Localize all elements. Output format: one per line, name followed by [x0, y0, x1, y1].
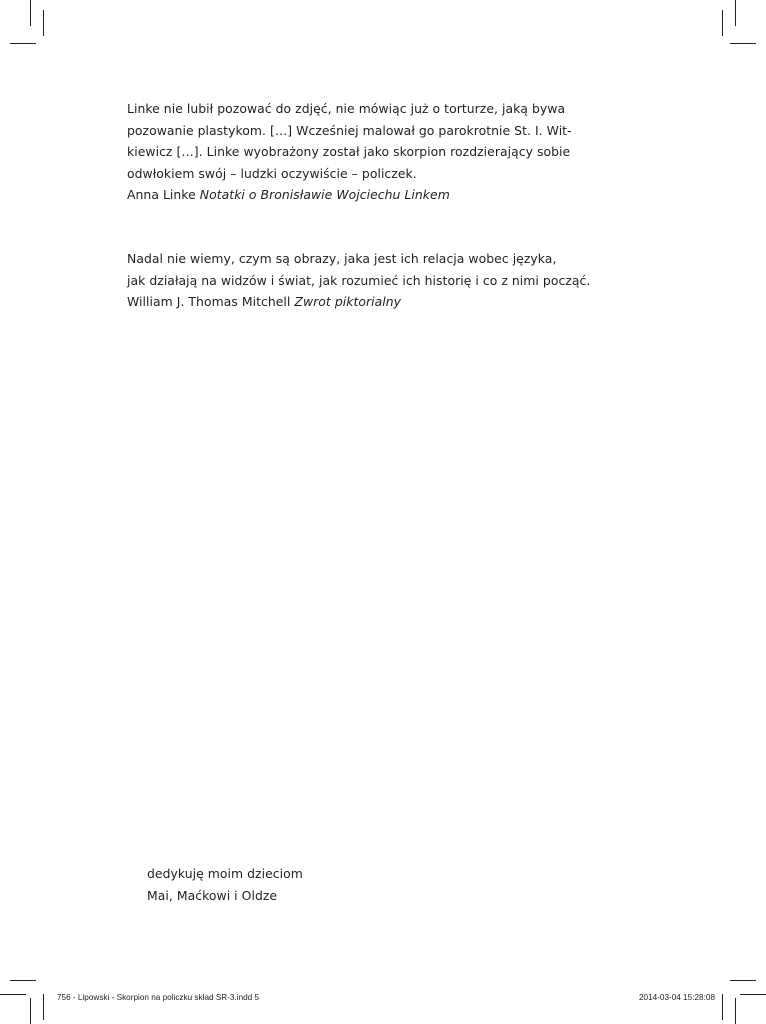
quote-line: odwłokiem swój – ludzki oczywiście – policzek. [127, 165, 417, 181]
dedication-line: dedykuję moim dzieciom [147, 866, 303, 881]
attribution-author: William J. Thomas Mitchell [127, 294, 291, 309]
crop-mark [43, 994, 44, 1020]
quote-line: jak działają na widzów i świat, jak rozumieć ich historię i co z nimi począć. [127, 272, 591, 288]
crop-mark [10, 43, 36, 44]
crop-mark [740, 994, 766, 995]
attribution [127, 184, 572, 206]
quote-line: pozowanie plastykom. […] Wcześniej malował go parokrotnie St. I. Wit- [127, 122, 572, 138]
quote-line: Linke nie lubił pozować do zdjęć, nie mówiąc już o torturze, jaką bywa [127, 101, 566, 116]
epigraph-linke [127, 98, 572, 206]
crop-mark [30, 998, 31, 1024]
dedication [147, 863, 303, 906]
attribution-work: Zwrot piktorialny [294, 294, 402, 309]
crop-mark [735, 0, 736, 26]
crop-mark [735, 998, 736, 1024]
crop-mark [30, 0, 31, 26]
attribution-work: Notatki o Bronisławie Wojciechu Linkem [199, 187, 450, 202]
crop-mark [730, 980, 756, 981]
crop-mark [722, 10, 723, 36]
attribution-author: Anna Linke [127, 187, 196, 202]
attribution [127, 291, 590, 313]
slug-timestamp: 2014-03-04 15:28:08 [638, 993, 715, 1002]
dedication-line: Mai, Maćkowi i Oldze [147, 887, 278, 903]
crop-mark [43, 10, 44, 36]
crop-mark [730, 43, 756, 44]
quote-line: Nadal nie wiemy, czym są obrazy, jaka jest ich relacja wobec języka, [127, 251, 557, 266]
quote-line: kiewicz […]. Linke wyobrażony został jako skorpion rozdzierający sobie [127, 144, 571, 159]
crop-mark [0, 994, 26, 995]
slug-filename: 756 - Lipowski - Skorpion na policzku skład SR-3.indd 5 [57, 993, 260, 1002]
crop-mark [10, 980, 36, 981]
epigraph-mitchell [127, 248, 590, 313]
crop-mark [722, 994, 723, 1020]
